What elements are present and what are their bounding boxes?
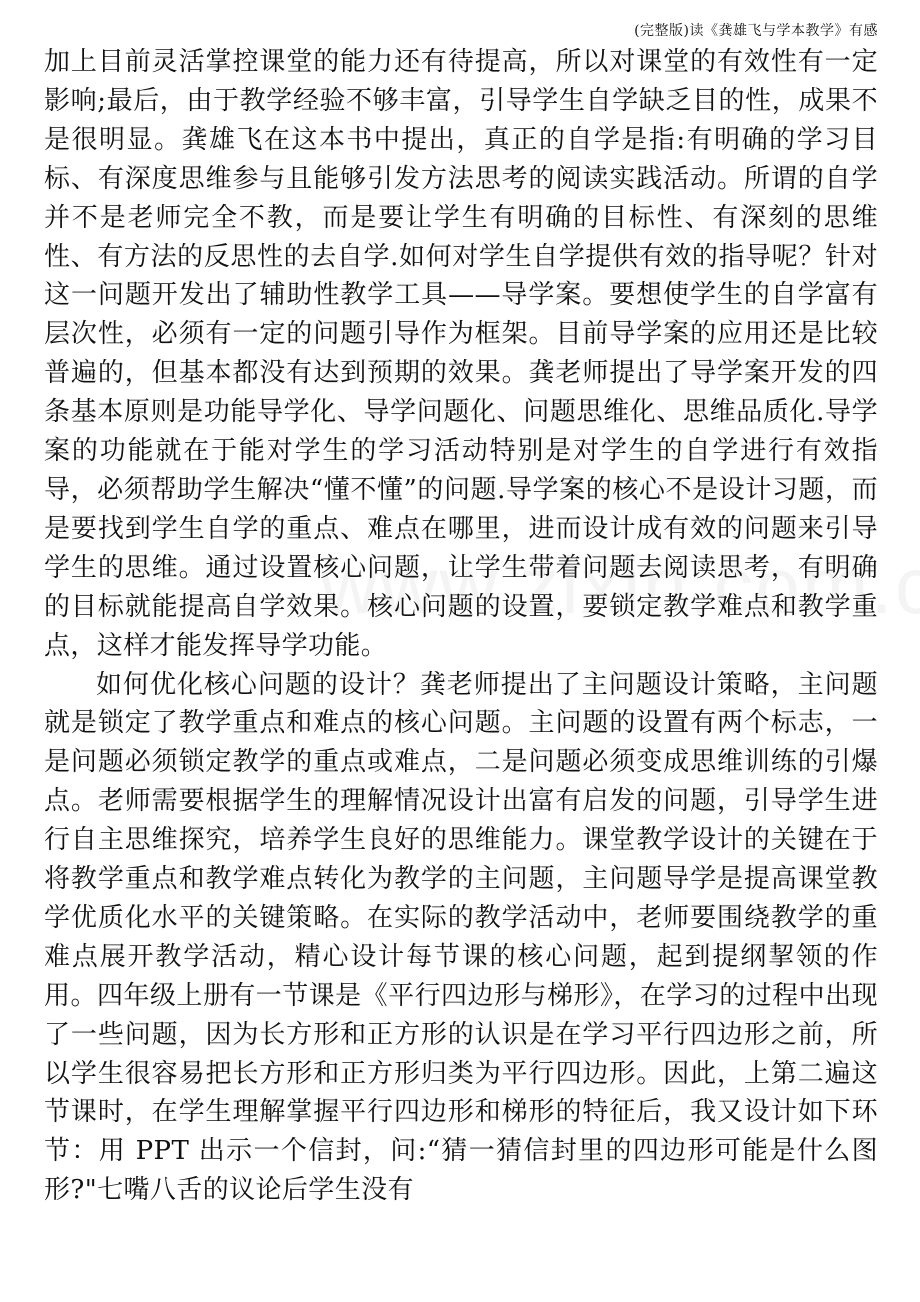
page-header-title: (完整版)读《龚雄飞与学本教学》有感 bbox=[634, 23, 878, 39]
paragraph-1: 加上目前灵活掌控课堂的能力还有待提高，所以对课堂的有效性有一定影响;最后，由于教学经验不够丰富，引导学生自学缺乏目的性，成果不是很明显。龚雄飞在这本书中提出，真正的自学是指:有明确的学习目标、有深度思维参与且能够引发方法思考的阅读实践活动。所谓的自学并不是老师完全不教，而是要让学生有明确的目标性、有深刻的思维性、有方法的反思性的去自学.如何对学生自学提供有效的指导呢？针对这一问题开发出了辅助性教学工具——导学案。要想使学生的自学富有层次性，必须有一定的问题引导作为框架。目前导学案的应用还是比较普遍的，但基本都没有达到预期的效果。龚老师提出了导学案开发的四条基本原则是功能导学化、导学问题化、问题思维化、思维品质化.导学案的功能就在于能对学生的学习活动特别是对学生的自学进行有效指导，必须帮助学生解决“懂不懂”的问题.导学案的核心不是设计习题，而是要找到学生自学的重点、难点在哪里，进而设计成有效的问题来引导学生的思维。通过设置核心问题，让学生带着问题去阅读思考，有明确的目标就能提高自学效果。核心问题的设置，要锁定教学难点和教学重点，这样才能发挥导学功能。 bbox=[44, 47, 878, 661]
paragraph-2: 如何优化核心问题的设计？龚老师提出了主问题设计策略，主问题就是锁定了教学重点和难点的核心问题。主问题的设置有两个标志，一是问题必须锁定教学的重点或难点，二是问题必须变成思维训练的引爆点。老师需要根据学生的理解情况设计出富有启发的问题，引导学生进行自主思维探究，培养学生良好的思维能力。课堂教学设计的关键在于将教学重点和教学难点转化为教学的主问题，主问题导学是提高课堂教学优质化水平的关键策略。在实际的教学活动中，老师要围绕教学的重难点展开教学活动，精心设计每节课的核心问题，起到提纲挈领的作用。四年级上册有一节课是《平行四边形与梯形》，在学习的过程中出现了一些问题，因为长方形和正方形的认识是在学习平行四边形之前，所以学生很容易把长方形和正方形归类为平行四边形。因此，上第二遍这节课时，在学生理解掌握平行四边形和梯形的特征后，我又设计如下环节：用 PPT 出示一个信封，问:“猜一猜信封里的四边形可能是什么图形?"七嘴八舌的议论后学生没有 bbox=[44, 669, 878, 1206]
document-body bbox=[44, 43, 878, 1210]
